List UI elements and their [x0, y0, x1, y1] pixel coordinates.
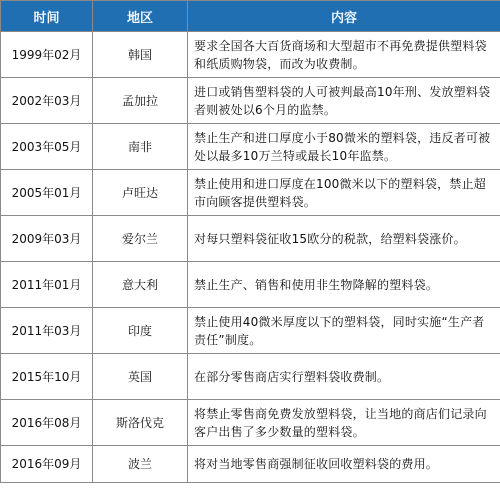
- cell-content: 进口或销售塑料袋的人可被判最高10年刑、发放塑料袋者则被处以6个月的监禁。: [188, 78, 500, 124]
- cell-time: 2005年01月: [1, 170, 93, 216]
- table-header: [1, 1, 500, 32]
- cell-content: 将禁止零售商免费发放塑料袋，让当地的商店们记录向客户出售了多少数量的塑料袋。: [188, 400, 500, 446]
- cell-region: 南非: [93, 124, 188, 170]
- cell-region: 孟加拉: [93, 78, 188, 124]
- cell-region: 韩国: [93, 32, 188, 78]
- cell-time: 1999年02月: [1, 32, 93, 78]
- cell-region: 爱尔兰: [93, 216, 188, 262]
- cell-content: 禁止使用和进口厚度在100微米以下的塑料袋，禁止超市向顾客提供塑料袋。: [188, 170, 500, 216]
- cell-content: 要求全国各大百货商场和大型超市不再免费提供塑料袋和纸质购物袋，而改为收费制。: [188, 32, 500, 78]
- header-time: 时间: [1, 1, 93, 32]
- cell-content: 将对当地零售商强制征收回收塑料袋的费用。: [188, 446, 500, 483]
- cell-time: 2011年01月: [1, 262, 93, 308]
- table-row: [1, 32, 500, 78]
- cell-time: 2015年10月: [1, 354, 93, 400]
- cell-content: 禁止生产和进口厚度小于80微米的塑料袋，违反者可被处以最多10万兰特或最长10年监禁。: [188, 124, 500, 170]
- table-row: [1, 262, 500, 308]
- cell-region: 意大利: [93, 262, 188, 308]
- table-row: [1, 308, 500, 354]
- table-row: [1, 446, 500, 483]
- cell-time: 2011年03月: [1, 308, 93, 354]
- cell-region: 卢旺达: [93, 170, 188, 216]
- table-body: [1, 32, 500, 483]
- cell-time: 2016年09月: [1, 446, 93, 483]
- table-row: [1, 354, 500, 400]
- cell-time: 2002年03月: [1, 78, 93, 124]
- table-row: [1, 170, 500, 216]
- cell-region: 斯洛伐克: [93, 400, 188, 446]
- cell-region: 波兰: [93, 446, 188, 483]
- table-row: [1, 78, 500, 124]
- cell-region: 英国: [93, 354, 188, 400]
- header-content: 内容: [188, 1, 500, 32]
- cell-content: 禁止生产、销售和使用非生物降解的塑料袋。: [188, 262, 500, 308]
- cell-content: 对每只塑料袋征收15欧分的税款，给塑料袋涨价。: [188, 216, 500, 262]
- header-row: [1, 1, 500, 32]
- table-row: [1, 216, 500, 262]
- cell-region: 印度: [93, 308, 188, 354]
- cell-content: 禁止使用40微米厚度以下的塑料袋，同时实施“生产者责任”制度。: [188, 308, 500, 354]
- cell-content: 在部分零售商店实行塑料袋收费制。: [188, 354, 500, 400]
- cell-time: 2009年03月: [1, 216, 93, 262]
- table-row: [1, 400, 500, 446]
- header-region: 地区: [93, 1, 188, 32]
- cell-time: 2003年05月: [1, 124, 93, 170]
- table-row: [1, 124, 500, 170]
- cell-time: 2016年08月: [1, 400, 93, 446]
